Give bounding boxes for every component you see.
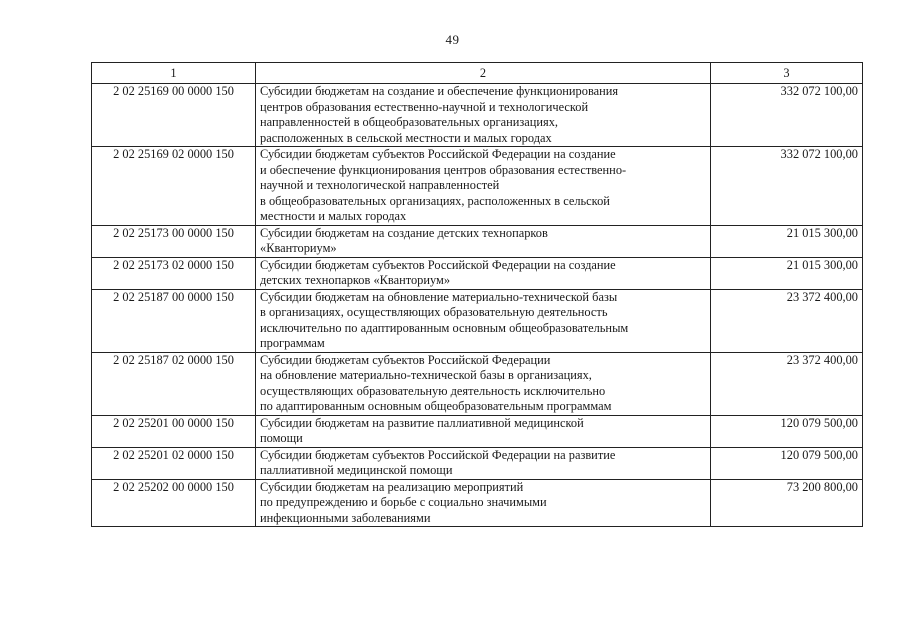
table-row bbox=[92, 289, 863, 352]
description-line: местности и малых городах bbox=[260, 209, 407, 223]
budget-code: 2 02 25187 00 0000 150 bbox=[92, 289, 256, 352]
amount-value: 332 072 100,00 bbox=[711, 84, 863, 147]
description-line: Субсидии бюджетам на создание и обеспечение функционирования bbox=[260, 84, 619, 98]
budget-code: 2 02 25173 00 0000 150 bbox=[92, 225, 256, 257]
amount-value: 23 372 400,00 bbox=[711, 289, 863, 352]
amount-value: 21 015 300,00 bbox=[711, 257, 863, 289]
description-line: программам bbox=[260, 336, 325, 350]
budget-code: 2 02 25169 02 0000 150 bbox=[92, 147, 256, 226]
description-cell bbox=[256, 479, 711, 527]
table-row bbox=[92, 447, 863, 479]
description-line: Субсидии бюджетам субъектов Российской Федерации на создание bbox=[260, 257, 616, 272]
header-col-2: 2 bbox=[256, 63, 711, 84]
amount-value: 120 079 500,00 bbox=[711, 415, 863, 447]
description-line: Субсидии бюджетам на реализацию мероприятий bbox=[260, 479, 524, 494]
budget-code: 2 02 25202 00 0000 150 bbox=[92, 479, 256, 527]
budget-code: 2 02 25169 00 0000 150 bbox=[92, 84, 256, 147]
description-line: расположенных в сельской местности и малых городах bbox=[260, 130, 552, 145]
table-row bbox=[92, 257, 863, 289]
description-line: центров образования естественно-научной и технологической bbox=[260, 99, 589, 114]
description-line: Субсидии бюджетам на развитие паллиативной медицинской bbox=[260, 415, 584, 430]
budget-code: 2 02 25201 02 0000 150 bbox=[92, 447, 256, 479]
description-line: в общеобразовательных организациях, расположенных в сельской bbox=[260, 193, 610, 208]
description-line: паллиативной медицинской помощи bbox=[260, 463, 453, 477]
budget-code: 2 02 25187 02 0000 150 bbox=[92, 352, 256, 415]
budget-code: 2 02 25173 02 0000 150 bbox=[92, 257, 256, 289]
description-line: «Кванториум» bbox=[260, 241, 337, 255]
description-line: Субсидии бюджетам субъектов Российской Федерации bbox=[260, 352, 551, 367]
description-line: инфекционными заболеваниями bbox=[260, 510, 431, 525]
header-col-3: 3 bbox=[711, 63, 863, 84]
description-line: помощи bbox=[260, 431, 303, 445]
amount-value: 21 015 300,00 bbox=[711, 225, 863, 257]
table-row bbox=[92, 415, 863, 447]
table-row bbox=[92, 225, 863, 257]
description-line: исключительно по адаптированным основным общеобразовательным bbox=[260, 320, 629, 335]
amount-value: 73 200 800,00 bbox=[711, 479, 863, 527]
description-line: Субсидии бюджетам субъектов Российской Федерации на развитие bbox=[260, 447, 616, 462]
amount-value: 120 079 500,00 bbox=[711, 447, 863, 479]
description-line: Субсидии бюджетам субъектов Российской Федерации на создание bbox=[260, 147, 616, 161]
description-cell bbox=[256, 415, 711, 447]
amount-value: 23 372 400,00 bbox=[711, 352, 863, 415]
description-line: в организациях, осуществляющих образовательную деятельность bbox=[260, 305, 608, 319]
description-line: и обеспечение функционирования центров образования естественно- bbox=[260, 162, 627, 177]
page-number: 49 bbox=[445, 32, 460, 47]
description-cell bbox=[256, 257, 711, 289]
description-cell bbox=[256, 147, 711, 226]
table-body bbox=[92, 84, 863, 527]
budget-code: 2 02 25201 00 0000 150 bbox=[92, 415, 256, 447]
description-cell bbox=[256, 225, 711, 257]
description-line: осуществляющих образовательную деятельность исключительно bbox=[260, 383, 606, 398]
table-row bbox=[92, 479, 863, 527]
description-cell bbox=[256, 289, 711, 352]
description-line: Субсидии бюджетам на создание детских технопарков bbox=[260, 225, 548, 240]
description-line: научной и технологической направленностей bbox=[260, 178, 500, 192]
description-line: Субсидии бюджетам на обновление материально-технической базы bbox=[260, 289, 618, 304]
description-line: на обновление материально-технической базы в организациях, bbox=[260, 368, 592, 382]
description-line: направленностей в общеобразовательных организациях, bbox=[260, 115, 559, 129]
description-cell bbox=[256, 447, 711, 479]
description-line: детских технопарков «Кванториум» bbox=[260, 273, 451, 287]
description-cell bbox=[256, 84, 711, 147]
table-row bbox=[92, 84, 863, 147]
description-line: по адаптированным основным общеобразовательным программам bbox=[260, 399, 612, 413]
description-cell bbox=[256, 352, 711, 415]
table-row bbox=[92, 352, 863, 415]
description-line: по предупреждению и борьбе с социально значимыми bbox=[260, 495, 547, 509]
table-header-row bbox=[92, 63, 863, 84]
budget-table bbox=[91, 62, 863, 527]
table-row bbox=[92, 147, 863, 226]
header-col-1: 1 bbox=[92, 63, 256, 84]
amount-value: 332 072 100,00 bbox=[711, 147, 863, 226]
